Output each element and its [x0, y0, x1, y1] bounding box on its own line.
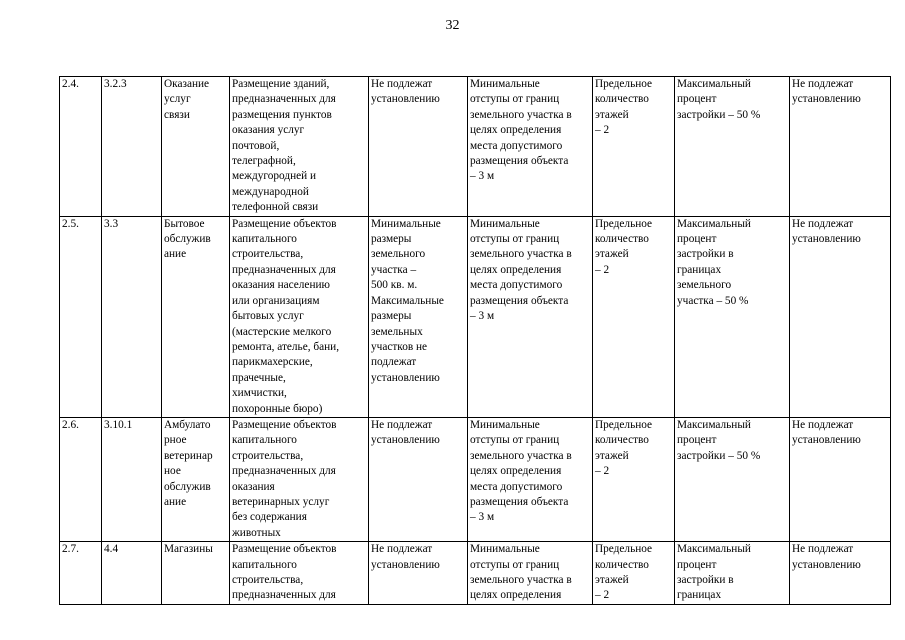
cell-line: процент: [677, 434, 717, 447]
cell-line: застройки – 50 %: [677, 449, 761, 462]
cell-description: [230, 417, 369, 541]
cell-line: этажей: [595, 108, 629, 121]
cell-line: или организациям: [232, 294, 320, 307]
cell-coverage: [675, 216, 790, 417]
cell-line: количество: [595, 558, 649, 571]
cell-plot-size: [369, 216, 468, 417]
cell-line: размещения объекта: [470, 495, 569, 508]
cell-line: Магазины: [164, 543, 213, 556]
cell-line: этажей: [595, 449, 629, 462]
cell-line: Предельное: [595, 217, 653, 230]
cell-line: строительства,: [232, 449, 304, 462]
cell-line: Максимальные: [371, 294, 444, 307]
cell-line: установлению: [792, 434, 861, 447]
cell-line: размеры: [371, 233, 412, 246]
cell-plot-size: [369, 77, 468, 217]
cell-code: 3.3: [102, 216, 162, 417]
cell-line: Размещение объектов: [232, 543, 337, 556]
cell-description: [230, 77, 369, 217]
cell-coverage: [675, 77, 790, 217]
cell-floors: [593, 77, 675, 217]
cell-setbacks: [468, 77, 593, 217]
cell-use-name: [162, 216, 230, 417]
cell-line: (мастерские мелкого: [232, 325, 332, 338]
cell-line: участка –: [371, 263, 417, 276]
cell-setbacks: [468, 542, 593, 605]
cell-line: междугородней и: [232, 170, 317, 183]
cell-line: похоронные бюро): [232, 402, 323, 415]
cell-coverage: [675, 542, 790, 605]
cell-line: места допустимого: [470, 480, 563, 493]
cell-line: Амбулато: [164, 418, 211, 431]
cell-line: – 3 м: [470, 511, 495, 524]
cell-line: установлению: [371, 93, 440, 106]
cell-line: Размещение объектов: [232, 217, 337, 230]
cell-line: обслужив: [164, 233, 211, 246]
cell-line: Минимальные: [470, 543, 540, 556]
cell-line: целях определения: [470, 465, 562, 478]
cell-line: Предельное: [595, 78, 653, 90]
cell-line: отступы от границ: [470, 558, 560, 571]
cell-line: Не подлежат: [792, 418, 854, 431]
cell-line: Не подлежат: [371, 543, 433, 556]
cell-coverage: [675, 417, 790, 541]
cell-line: прачечные,: [232, 371, 286, 384]
cell-line: установлению: [792, 233, 861, 246]
cell-line: Минимальные: [371, 217, 441, 230]
cell-description: [230, 542, 369, 605]
cell-line: границах: [677, 263, 722, 276]
cell-line: Предельное: [595, 543, 653, 556]
cell-line: места допустимого: [470, 139, 563, 152]
cell-line: ремонта, ателье, бани,: [232, 340, 340, 353]
cell-line: почтовой,: [232, 139, 280, 152]
cell-line: капитального: [232, 233, 297, 246]
cell-number: 2.5.: [60, 216, 102, 417]
table-row: [60, 77, 891, 217]
cell-line: оказания населению: [232, 279, 330, 292]
cell-line: установлению: [371, 371, 440, 384]
cell-code: 3.10.1: [102, 417, 162, 541]
cell-line: Не подлежат: [371, 418, 433, 431]
cell-description: [230, 216, 369, 417]
cell-line: – 2: [595, 589, 610, 602]
cell-line: подлежат: [371, 356, 417, 369]
cell-line: установлению: [371, 558, 440, 571]
cell-line: Не подлежат: [371, 78, 433, 90]
cell-line: этажей: [595, 574, 629, 586]
cell-line: процент: [677, 233, 717, 246]
cell-line: отступы от границ: [470, 434, 560, 447]
cell-line: капитального: [232, 434, 297, 447]
cell-line: связи: [164, 108, 190, 121]
cell-line: 500 кв. м.: [371, 279, 418, 292]
table-row: [60, 417, 891, 541]
cell-line: химчистки,: [232, 387, 287, 400]
cell-number: 2.4.: [60, 77, 102, 217]
cell-line: строительства,: [232, 574, 304, 586]
cell-use-name: [162, 417, 230, 541]
cell-number: 2.7.: [60, 542, 102, 605]
cell-line: Не подлежат: [792, 217, 854, 230]
cell-code: 3.2.3: [102, 77, 162, 217]
cell-line: целях определения: [470, 124, 562, 137]
cell-line: оказания услуг: [232, 124, 305, 137]
cell-line: Бытовое: [164, 217, 205, 230]
cell-line: земельного: [677, 279, 732, 292]
cell-line: ветеринарных услуг: [232, 495, 330, 508]
cell-line: Минимальные: [470, 418, 540, 431]
cell-line: ветеринар: [164, 449, 213, 462]
cell-plot-size: [369, 417, 468, 541]
cell-line: предназначенных для: [232, 465, 336, 478]
cell-line: земельного участка в: [470, 574, 572, 586]
cell-line: телеграфной,: [232, 155, 296, 168]
cell-line: размещения пунктов: [232, 108, 332, 121]
cell-other: [790, 216, 891, 417]
cell-line: процент: [677, 93, 717, 106]
cell-line: телефонной связи: [232, 201, 319, 214]
cell-line: количество: [595, 233, 649, 246]
cell-line: размещения объекта: [470, 294, 569, 307]
cell-setbacks: [468, 417, 593, 541]
cell-line: Размещение объектов: [232, 418, 337, 431]
cell-line: установлению: [792, 93, 861, 106]
cell-line: без содержания: [232, 511, 307, 524]
cell-line: застройки – 50 %: [677, 108, 761, 121]
cell-line: предназначенных для: [232, 263, 336, 276]
cell-line: целях определения: [470, 263, 562, 276]
zoning-regulations-table: [59, 76, 891, 605]
cell-line: участков не: [371, 340, 428, 353]
cell-line: размеры: [371, 310, 412, 323]
cell-line: услуг: [164, 93, 191, 106]
cell-line: парикмахерские,: [232, 356, 313, 369]
page-number: 32: [445, 18, 460, 33]
cell-line: отступы от границ: [470, 233, 560, 246]
cell-line: Максимальный: [677, 418, 751, 431]
cell-line: застройки в: [677, 248, 734, 261]
cell-line: ание: [164, 248, 187, 261]
cell-use-name: [162, 542, 230, 605]
cell-floors: [593, 216, 675, 417]
cell-line: земельного участка в: [470, 108, 572, 121]
cell-line: этажей: [595, 248, 629, 261]
cell-line: международной: [232, 185, 309, 198]
cell-floors: [593, 417, 675, 541]
cell-line: обслужив: [164, 480, 211, 493]
cell-line: количество: [595, 93, 649, 106]
cell-line: Не подлежат: [792, 78, 854, 90]
cell-line: ание: [164, 495, 187, 508]
cell-line: земельного: [371, 248, 426, 261]
cell-number: 2.6.: [60, 417, 102, 541]
cell-line: земельного участка в: [470, 449, 572, 462]
cell-line: количество: [595, 434, 649, 447]
cell-line: земельных: [371, 325, 423, 338]
cell-line: установлению: [792, 558, 861, 571]
cell-line: Минимальные: [470, 217, 540, 230]
cell-setbacks: [468, 216, 593, 417]
cell-line: застройки в: [677, 574, 734, 586]
cell-line: строительства,: [232, 248, 304, 261]
cell-line: – 2: [595, 465, 610, 478]
cell-line: предназначенных для: [232, 589, 336, 602]
cell-line: процент: [677, 558, 717, 571]
cell-code: 4.4: [102, 542, 162, 605]
cell-line: отступы от границ: [470, 93, 560, 106]
cell-line: предназначенных для: [232, 93, 336, 106]
cell-line: Максимальный: [677, 78, 751, 90]
table-row: [60, 216, 891, 417]
cell-line: ное: [164, 465, 181, 478]
cell-other: [790, 417, 891, 541]
cell-line: участка – 50 %: [677, 294, 749, 307]
cell-line: размещения объекта: [470, 155, 569, 168]
cell-line: оказания: [232, 480, 275, 493]
cell-line: Максимальный: [677, 543, 751, 556]
cell-line: – 3 м: [470, 170, 495, 183]
cell-line: – 3 м: [470, 310, 495, 323]
cell-use-name: [162, 77, 230, 217]
cell-line: животных: [232, 526, 281, 539]
cell-line: – 2: [595, 263, 610, 276]
cell-line: целях определения: [470, 589, 562, 602]
table-row: [60, 542, 891, 605]
cell-line: установлению: [371, 434, 440, 447]
cell-line: Предельное: [595, 418, 653, 431]
cell-other: [790, 77, 891, 217]
cell-plot-size: [369, 542, 468, 605]
cell-line: капитального: [232, 558, 297, 571]
cell-line: земельного участка в: [470, 248, 572, 261]
cell-line: бытовых услуг: [232, 310, 304, 323]
cell-other: [790, 542, 891, 605]
cell-line: Минимальные: [470, 78, 540, 90]
cell-line: места допустимого: [470, 279, 563, 292]
cell-line: Не подлежат: [792, 543, 854, 556]
cell-line: Размещение зданий,: [232, 78, 330, 90]
cell-line: границах: [677, 589, 722, 602]
cell-line: рное: [164, 434, 187, 447]
cell-floors: [593, 542, 675, 605]
cell-line: Оказание: [164, 78, 210, 90]
cell-line: Максимальный: [677, 217, 751, 230]
cell-line: – 2: [595, 124, 610, 137]
